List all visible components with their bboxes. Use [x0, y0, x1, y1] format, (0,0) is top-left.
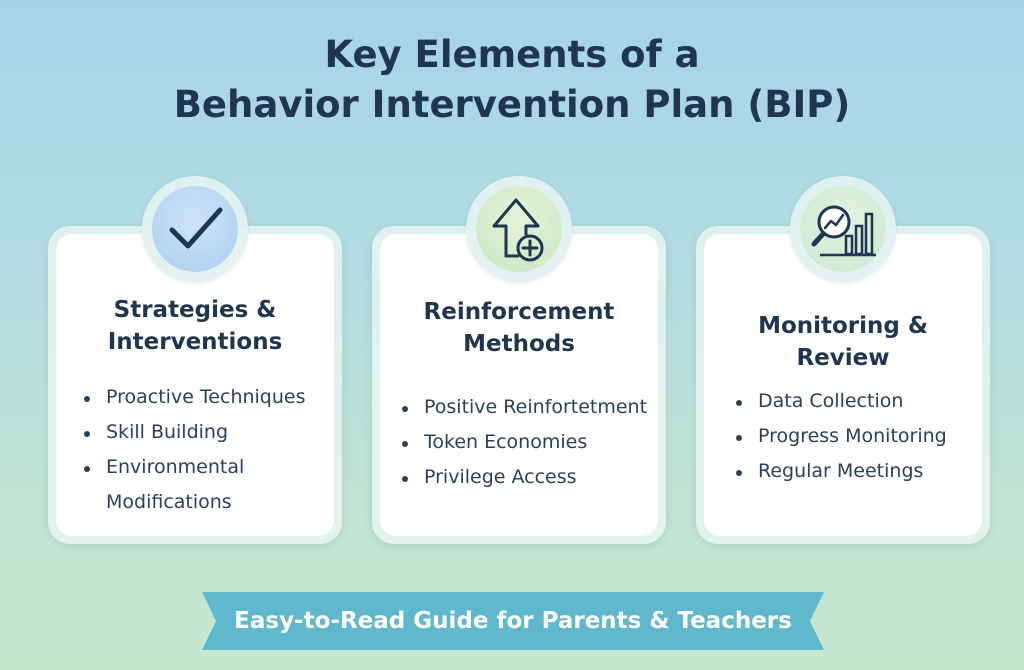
list-item: Skill Building	[84, 415, 306, 450]
icon-badge-strategies	[142, 176, 248, 282]
banner-text: Easy-to-Read Guide for Parents & Teachers	[234, 608, 792, 634]
list-item: Regular Meetings	[736, 454, 947, 489]
card-strategies-list	[84, 380, 306, 485]
list-item: Environmental	[84, 450, 306, 485]
list-item: Token Economies	[402, 425, 647, 460]
page-title	[0, 30, 1024, 130]
list-item: Proactive Techniques	[84, 380, 306, 415]
card-monitoring-list	[736, 384, 947, 489]
checkmark-icon	[152, 186, 238, 272]
card-reinforcement-title: Reinforcement Methods	[423, 299, 615, 357]
footer-banner	[202, 592, 824, 650]
title-line-2: Behavior Intervention Plan (BIP)	[173, 83, 851, 126]
icon-badge-monitoring	[790, 176, 896, 282]
list-item: Privilege Access	[402, 460, 647, 495]
icon-badge-reinforcement	[466, 176, 572, 282]
list-item-continuation: Modifications	[106, 491, 232, 513]
card-monitoring-title: Monitoring & Review	[758, 313, 928, 371]
title-line-1: Key Elements of a	[324, 33, 700, 76]
list-item: Data Collection	[736, 384, 947, 419]
list-item: Positive Reinfortetment	[402, 390, 647, 425]
card-strategies-title: Strategies & Interventions	[107, 297, 283, 355]
list-item: Progress Monitoring	[736, 419, 947, 454]
magnifier-chart-icon	[800, 186, 886, 272]
card-reinforcement-list	[402, 390, 647, 495]
arrow-up-plus-icon	[476, 186, 562, 272]
